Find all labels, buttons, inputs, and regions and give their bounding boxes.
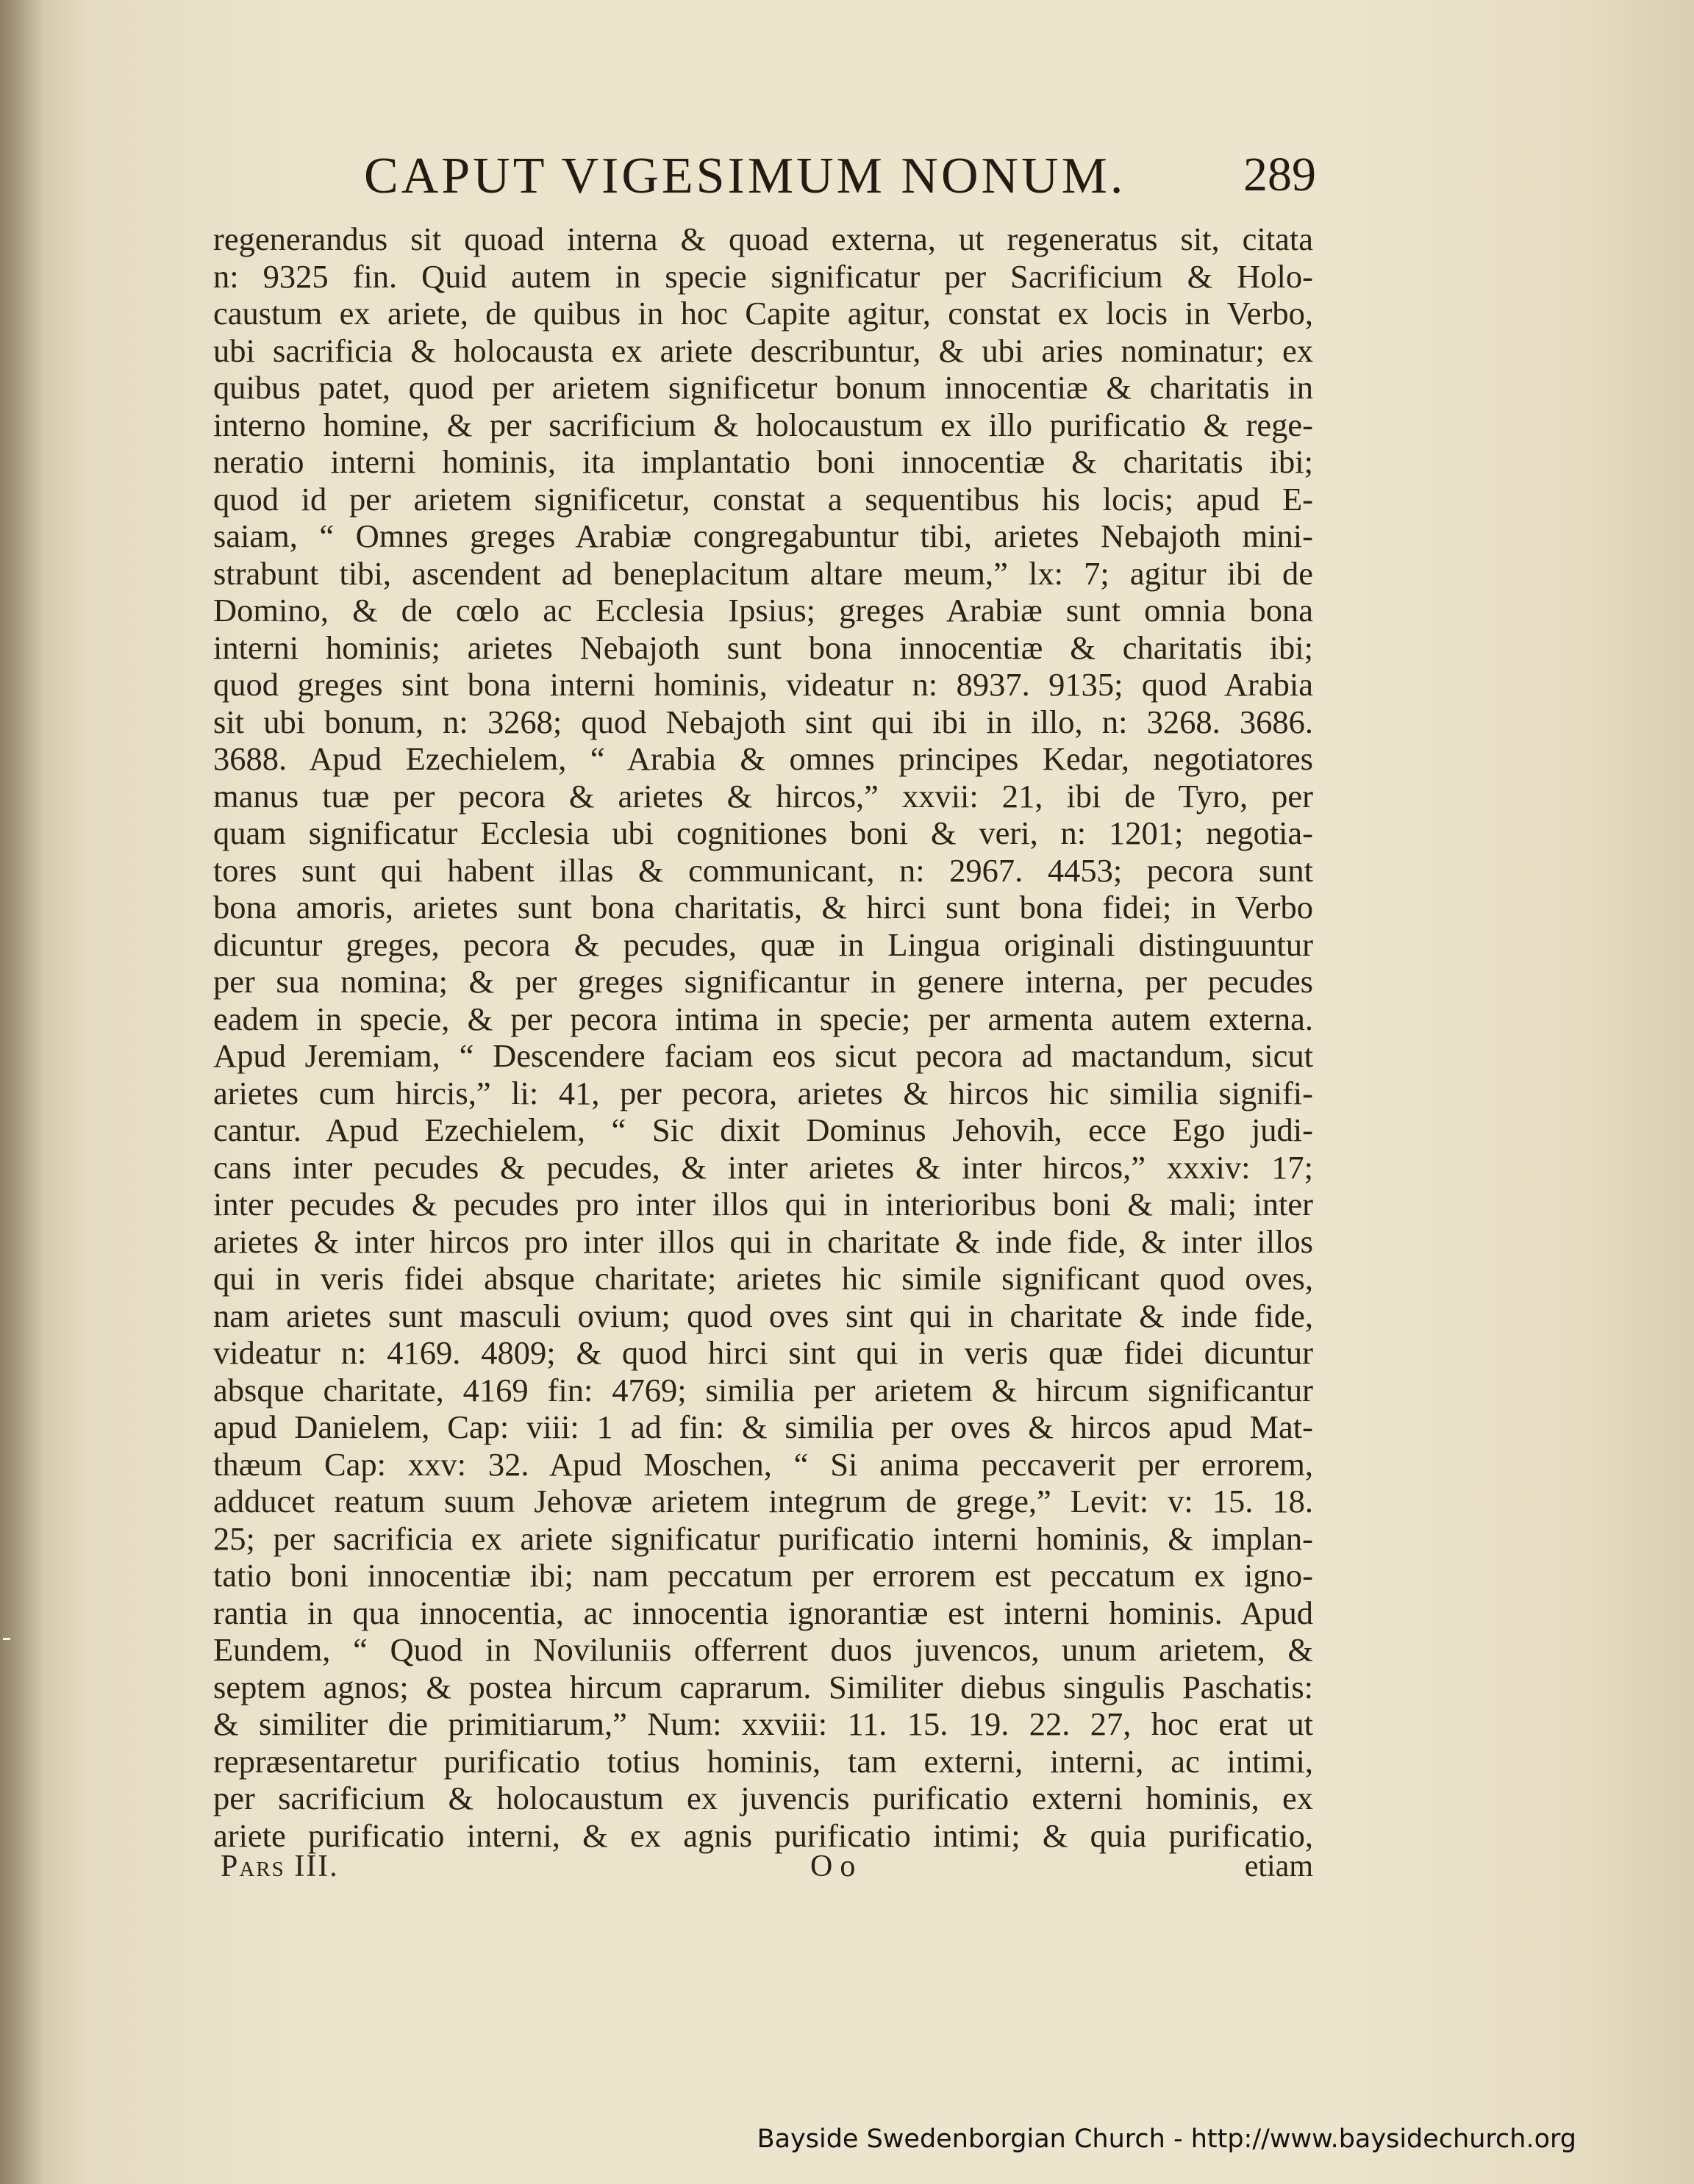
text-line: per sacrificium & holocaustum ex juvencis purificatio externi hominis, ex xyxy=(213,1780,1313,1816)
text-line: interno homine, & per sacrificium & holocaustum ex illo purificatio & rege- xyxy=(213,406,1313,443)
text-line: per sua nomina; & per greges significantur in genere interna, per pecudes xyxy=(213,963,1313,1000)
text-line: & similiter die primitiarum,” Num: xxviii: 11. 15. 19. 22. 27, hoc erat ut xyxy=(213,1705,1313,1742)
text-line: saiam, “ Omnes greges Arabiæ congregabuntur tibi, arietes Nebajoth mini- xyxy=(213,518,1313,554)
text-line: Domino, & de cœlo ac Ecclesia Ipsius; greges Arabiæ sunt omnia bona xyxy=(213,592,1313,629)
text-line: caustum ex ariete, de quibus in hoc Capite agitur, constat ex locis in Verbo, xyxy=(213,295,1313,332)
text-line: 25; per sacrificia ex ariete significatur purificatio interni hominis, & implan- xyxy=(213,1519,1313,1557)
text-line: septem agnos; & postea hircum caprarum. Similiter diebus singulis Paschatis: xyxy=(213,1668,1313,1705)
text-line: interni hominis; arietes Nebajoth sunt bona innocentiæ & charitatis ibi; xyxy=(213,629,1313,666)
text-line: neratio interni hominis, ita implantatio boni innocentiæ & charitatis ibi; xyxy=(213,443,1313,480)
text-line: strabunt tibi, ascendent ad beneplacitum altare meum,” lx: 7; agitur ibi de xyxy=(213,554,1313,592)
text-line: manus tuæ per pecora & arietes & hircos,” xxvii: 21, ibi de Tyro, per xyxy=(213,777,1313,814)
text-line: ariete purificatio interni, & ex agnis purificatio intimi; & quia purificatio, xyxy=(213,1816,1313,1854)
text-line: videatur n: 4169. 4809; & quod hirci sint qui in veris quæ fidei dicuntur xyxy=(213,1334,1313,1371)
text-line: n: 9325 fin. Quid autem in specie significatur per Sacrificium & Holo- xyxy=(213,257,1313,295)
text-line: qui in veris fidei absque charitate; arietes hic simile significant quod oves, xyxy=(213,1260,1313,1297)
running-title: CAPUT VIGESIMUM NONUM. xyxy=(364,148,1126,204)
text-line: regenerandus sit quoad interna & quoad externa, ut regeneratus sit, citata xyxy=(213,221,1313,257)
text-line: rantia in qua innocentia, ac innocentia ignorantiæ est interni hominis. Apud xyxy=(213,1594,1313,1631)
text-line: eadem in specie, & per pecora intima in specie; per armenta autem externa. xyxy=(213,1000,1313,1037)
page-number: 289 xyxy=(1243,148,1316,201)
text-line: adducet reatum suum Jehovæ arietem integrum de grege,” Levit: v: 15. 18. xyxy=(213,1483,1313,1519)
source-watermark: Bayside Swedenborgian Church - http://www.baysidechurch.org xyxy=(757,2124,1576,2154)
page-footer xyxy=(213,1849,1313,1893)
text-line: arietes & inter hircos pro inter illos qui in charitate & inde fide, & inter illos xyxy=(213,1222,1313,1260)
text-line: tores sunt qui habent illas & communicant, n: 2967. 4453; pecora sunt xyxy=(213,851,1313,889)
catchword: etiam xyxy=(1244,1850,1313,1883)
text-line: thæum Cap: xxv: 32. Apud Moschen, “ Si anima peccaverit per errorem, xyxy=(213,1445,1313,1483)
text-line: nam arietes sunt masculi ovium; quod oves sint qui in charitate & inde fide, xyxy=(213,1297,1313,1334)
part-label: Pars III. xyxy=(221,1850,339,1883)
text-line: absque charitate, 4169 fin: 4769; similia per arietem & hircum significantur xyxy=(213,1371,1313,1408)
signature-mark: Oo xyxy=(810,1850,863,1883)
text-line: quod greges sint bona interni hominis, videatur n: 8937. 9135; quod Arabia xyxy=(213,666,1313,703)
text-line: cantur. Apud Ezechielem, “ Sic dixit Dominus Jehovih, ecce Ego judi- xyxy=(213,1111,1313,1148)
page-gutter-shadow xyxy=(0,0,44,2184)
text-line: cans inter pecudes & pecudes, & inter arietes & inter hircos,” xxxiv: 17; xyxy=(213,1148,1313,1186)
margin-mark xyxy=(3,1638,10,1640)
text-line: tatio boni innocentiæ ibi; nam peccatum per errorem est peccatum ex igno- xyxy=(213,1557,1313,1594)
text-line: dicuntur greges, pecora & pecudes, quæ in Lingua originali distinguuntur xyxy=(213,925,1313,963)
text-line: quam significatur Ecclesia ubi cognitiones boni & veri, n: 1201; negotia- xyxy=(213,814,1313,851)
text-line: quod id per arietem significetur, constat a sequentibus his locis; apud E- xyxy=(213,480,1313,518)
text-line: quibus patet, quod per arietem significetur bonum innocentiæ & charitatis in xyxy=(213,369,1313,406)
text-line: arietes cum hircis,” li: 41, per pecora, arietes & hircos hic similia signifi- xyxy=(213,1074,1313,1111)
text-line: ubi sacrificia & holocausta ex ariete describuntur, & ubi aries nominatur; ex xyxy=(213,332,1313,369)
text-line: inter pecudes & pecudes pro inter illos qui in interioribus boni & mali; inter xyxy=(213,1186,1313,1222)
body-text xyxy=(213,221,1313,1854)
text-line: apud Danielem, Cap: viii: 1 ad fin: & similia per oves & hircos apud Mat- xyxy=(213,1408,1313,1445)
text-line: 3688. Apud Ezechielem, “ Arabia & omnes principes Kedar, negotiatores xyxy=(213,740,1313,777)
text-line: Eundem, “ Quod in Noviluniis offerrent duos juvencos, unum arietem, & xyxy=(213,1631,1313,1668)
text-line: bona amoris, arietes sunt bona charitatis, & hirci sunt bona fidei; in Verbo xyxy=(213,889,1313,925)
text-line: sit ubi bonum, n: 3268; quod Nebajoth sint qui ibi in illo, n: 3268. 3686. xyxy=(213,703,1313,740)
text-line: repræsentaretur purificatio totius hominis, tam externi, interni, ac intimi, xyxy=(213,1742,1313,1780)
page-header xyxy=(213,147,1316,213)
text-line: Apud Jeremiam, “ Descendere faciam eos sicut pecora ad mactandum, sicut xyxy=(213,1037,1313,1074)
